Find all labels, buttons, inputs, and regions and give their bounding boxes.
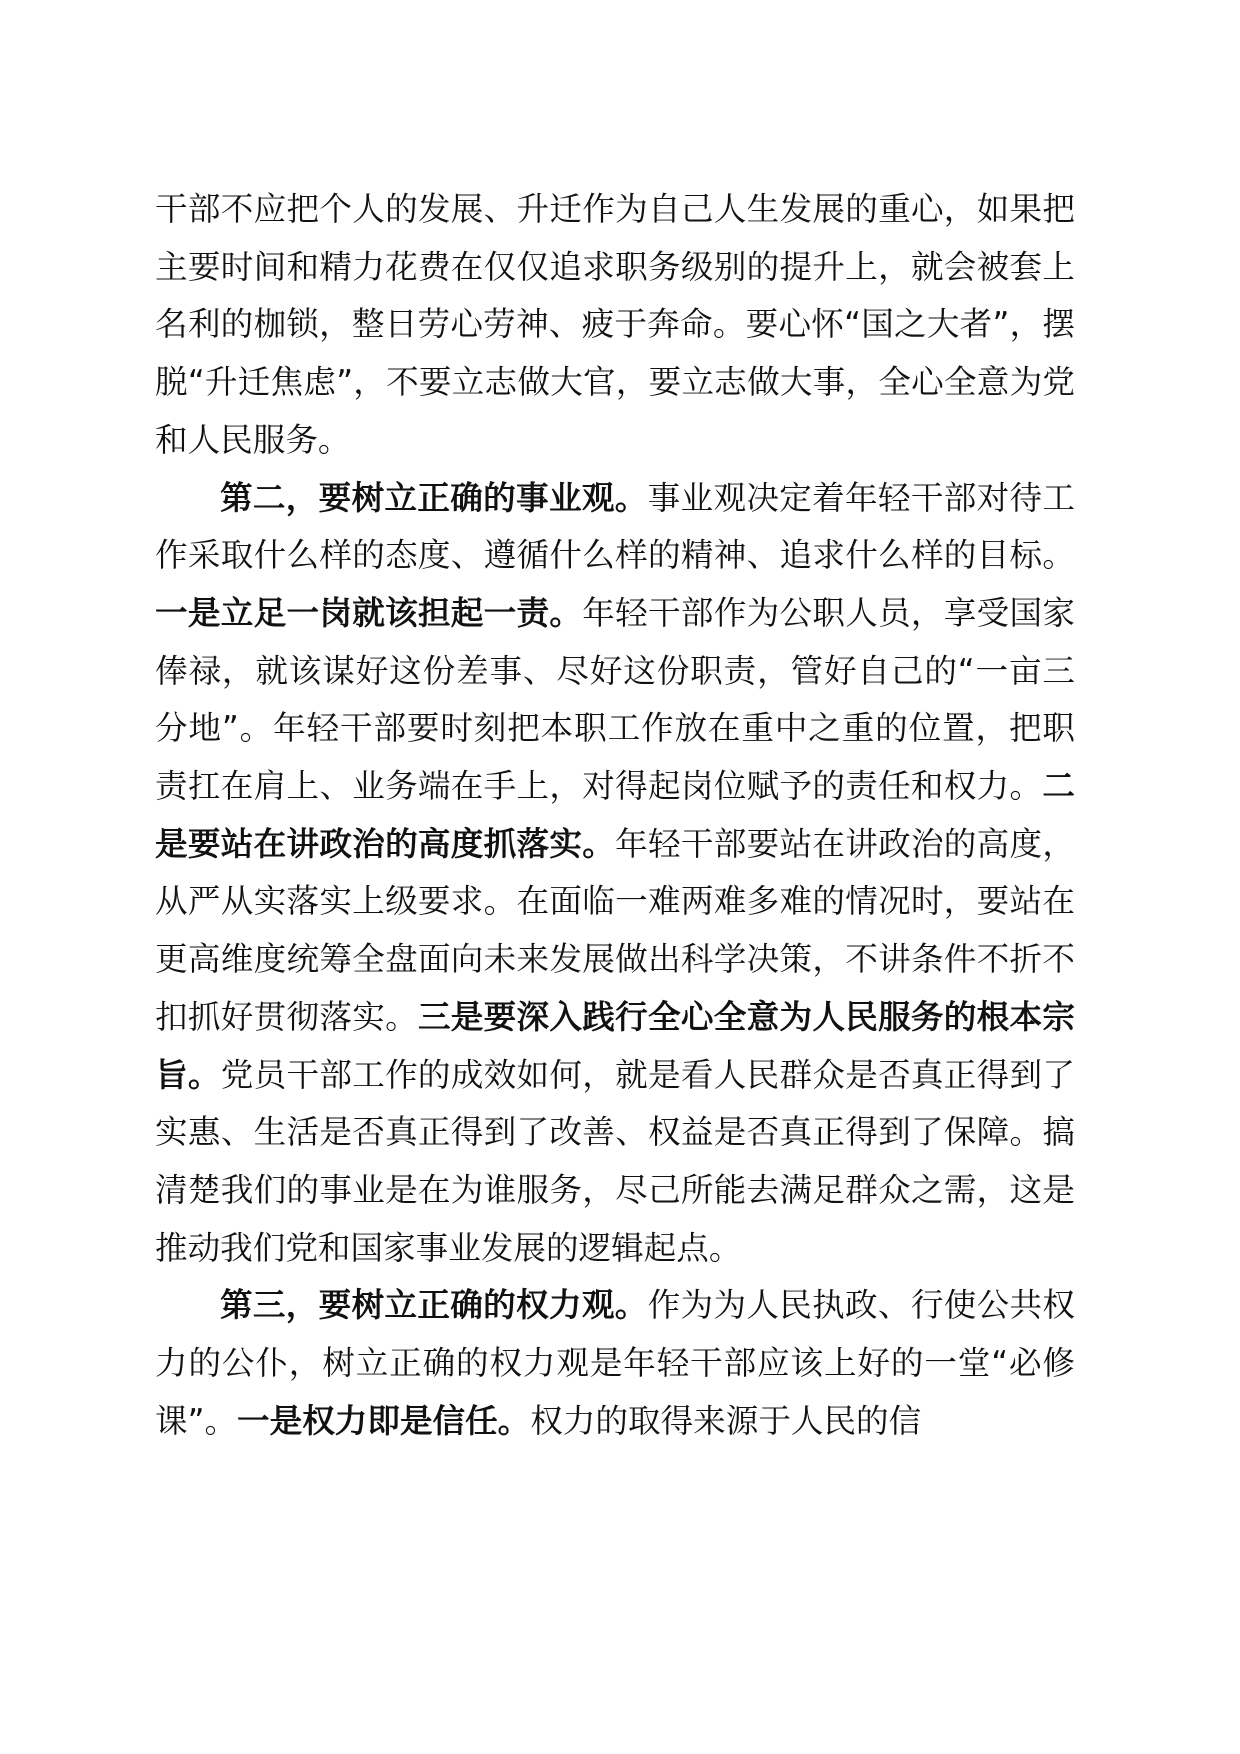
text-segment: 作为为人民执政、行使公共权力的公仆，树立正确的权力观是年轻干部应该上好的一堂“必修课”。 — [155, 1286, 1075, 1440]
paragraph-career-continuation — [155, 181, 1075, 470]
text-segment: 年轻干部作为公职人员，享受国家俸禄，就该谋好这份差事、尽好这份职责，管好自己的“一亩三分地”。年轻干部要时刻把本职工作放在重中之重的位置，把职责扛在肩上、业务端在手上，对得起岗位赋予的责任和权力。 — [155, 593, 1075, 806]
point-three-heading: 三是要深入践行全心全意为人民服务的根本宗旨。 — [155, 997, 1075, 1094]
paragraph-power-view — [155, 1277, 1075, 1450]
text-segment: 事业观决定着年轻干部对待工作采取什么样的态度、遵循什么样的精神、追求什么样的目标。 — [155, 478, 1075, 575]
point-two-heading: 二是要站在讲政治的高度抓落实。 — [155, 767, 1075, 863]
point-one-heading: 一是立足一岗就该担起一责。 — [155, 593, 583, 632]
text-segment: 干部不应把个人的发展、升迁作为自己人生发展的重心，如果把主要时间和精力花费在仅仅追求职务级别的提升上，就会被套上名利的枷锁，整日劳心劳神、疲于奔命。要心怀“国之大者”，摆脱“升迁焦虑”，不要立志做大官，要立志做大事，全心全意为党和人民服务。 — [155, 190, 1075, 459]
heading-career-view: 第二，要树立正确的事业观。 — [220, 478, 648, 517]
document-body — [155, 181, 1075, 1450]
heading-power-view: 第三，要树立正确的权力观。 — [220, 1286, 648, 1325]
text-segment: 党员干部工作的成效如何，就是看人民群众是否真正得到了实惠、生活是否真正得到了改善、权益是否真正得到了保障。搞清楚我们的事业是在为谁服务，尽己所能去满足群众之需，这是推动我们党和国家事业发展的逻辑起点。 — [155, 1055, 1075, 1267]
point-one-heading: 一是权力即是信任。 — [237, 1401, 531, 1440]
paragraph-career-view — [155, 470, 1075, 1278]
text-segment: 年轻干部要站在讲政治的高度，从严从实落实上级要求。在面临一难两难多难的情况时，要站在更高维度统筹全盘面向未来发展做出科学决策，不讲条件不折不扣抓好贯彻落实。 — [155, 824, 1075, 1036]
text-segment: 权力的取得来源于人民的信 — [530, 1401, 922, 1440]
